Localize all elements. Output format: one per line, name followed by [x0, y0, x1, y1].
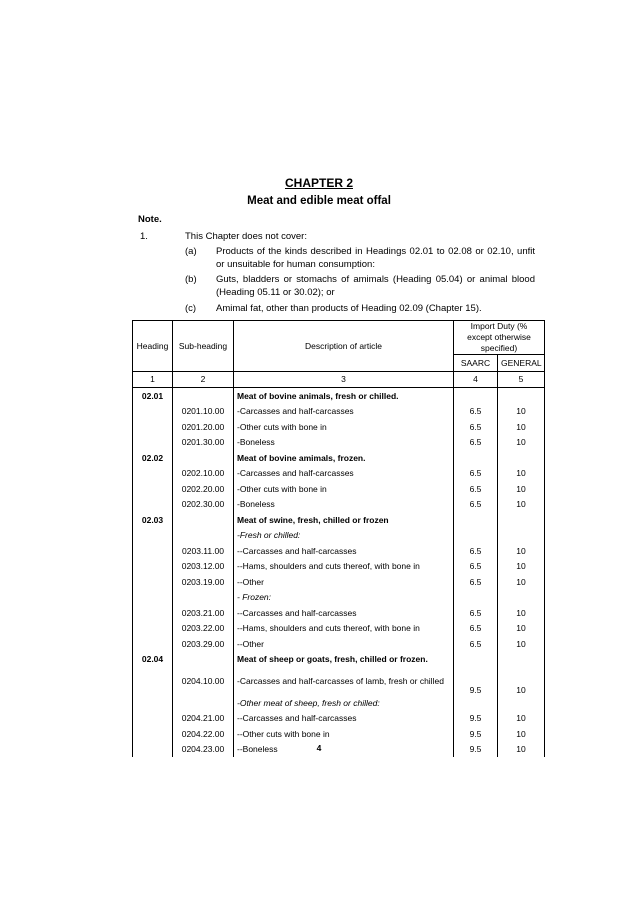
row-description: --Hams, shoulders and cuts thereof, with bone in	[234, 621, 454, 637]
row-description: -Boneless	[234, 435, 454, 451]
table-row	[133, 450, 545, 466]
row-description: -Carcasses and half-carcasses	[234, 404, 454, 420]
row-saarc	[454, 652, 498, 668]
row-saarc: 6.5	[454, 404, 498, 420]
table-row	[133, 695, 545, 711]
page-number: 4	[316, 743, 322, 753]
row-description: - Frozen:	[234, 590, 454, 606]
row-heading: 02.01	[133, 388, 173, 404]
row-heading	[133, 497, 173, 513]
row-subheading: 0204.23.00	[173, 742, 234, 758]
row-saarc	[454, 590, 498, 606]
row-saarc: 9.5	[454, 726, 498, 742]
table-row	[133, 726, 545, 742]
row-general: 10	[498, 419, 545, 435]
table-row	[133, 512, 545, 528]
row-general: 10	[498, 466, 545, 482]
row-heading	[133, 621, 173, 637]
row-description: --Other cuts with bone in	[234, 726, 454, 742]
row-description: --Other	[234, 636, 454, 652]
note-clause-c	[185, 302, 535, 315]
row-description: --Carcasses and half-carcasses	[234, 605, 454, 621]
row-saarc	[454, 512, 498, 528]
row-saarc: 6.5	[454, 481, 498, 497]
row-subheading: 0203.21.00	[173, 605, 234, 621]
table-row	[133, 419, 545, 435]
clause-text: Products of the kinds described in Headings 02.01 to 02.08 or 02.10, unfit or unsuitable for human consumption:	[216, 246, 535, 270]
table-row	[133, 528, 545, 544]
chapter-title: CHAPTER 2	[284, 176, 353, 190]
table-row	[133, 404, 545, 420]
row-heading	[133, 636, 173, 652]
row-saarc: 6.5	[454, 559, 498, 575]
row-saarc: 6.5	[454, 621, 498, 637]
row-saarc: 9.5	[454, 667, 498, 695]
row-general: 10	[498, 404, 545, 420]
row-subheading: 0201.10.00	[173, 404, 234, 420]
row-heading	[133, 466, 173, 482]
row-general: 10	[498, 574, 545, 590]
row-subheading	[173, 590, 234, 606]
row-description: --Carcasses and half-carcasses	[234, 711, 454, 727]
row-heading	[133, 695, 173, 711]
row-general: 10	[498, 481, 545, 497]
table-row	[133, 481, 545, 497]
row-general	[498, 652, 545, 668]
table-row	[133, 590, 545, 606]
row-heading	[133, 481, 173, 497]
row-saarc	[454, 528, 498, 544]
table-row	[133, 711, 545, 727]
col-number: 4	[454, 371, 498, 388]
row-subheading	[173, 388, 234, 404]
table-row	[133, 605, 545, 621]
row-subheading: 0204.21.00	[173, 711, 234, 727]
col-number: 1	[133, 371, 173, 388]
row-subheading: 0201.30.00	[173, 435, 234, 451]
table-row	[133, 621, 545, 637]
row-general: 10	[498, 605, 545, 621]
row-general: 10	[498, 559, 545, 575]
table-row	[133, 466, 545, 482]
row-heading: 02.02	[133, 450, 173, 466]
col-number: 5	[498, 371, 545, 388]
note-number: 1.	[140, 231, 148, 242]
row-general	[498, 450, 545, 466]
row-general	[498, 590, 545, 606]
row-description: --Boneless	[234, 742, 454, 758]
row-general: 10	[498, 543, 545, 559]
note-label: Note.	[138, 214, 162, 225]
row-saarc: 6.5	[454, 497, 498, 513]
row-general	[498, 528, 545, 544]
row-heading	[133, 726, 173, 742]
row-heading	[133, 404, 173, 420]
row-subheading: 0202.10.00	[173, 466, 234, 482]
table-row	[133, 435, 545, 451]
note-intro: This Chapter does not cover:	[185, 231, 307, 242]
row-subheading: 0202.20.00	[173, 481, 234, 497]
row-general: 10	[498, 726, 545, 742]
note-clause-b	[185, 273, 535, 299]
row-heading	[133, 543, 173, 559]
row-description: -Carcasses and half-carcasses	[234, 466, 454, 482]
row-subheading	[173, 652, 234, 668]
row-description: --Carcasses and half-carcasses	[234, 543, 454, 559]
header-general: GENERAL	[498, 355, 545, 372]
row-description: -Carcasses and half-carcasses of lamb, fresh or chilled	[234, 667, 454, 695]
row-general: 10	[498, 711, 545, 727]
chapter-subtitle: Meat and edible meat offal	[247, 195, 391, 207]
row-heading	[133, 435, 173, 451]
row-subheading: 0203.19.00	[173, 574, 234, 590]
row-description: -Other cuts with bone in	[234, 419, 454, 435]
row-general: 10	[498, 497, 545, 513]
header-heading: Heading	[133, 321, 173, 372]
row-heading	[133, 590, 173, 606]
row-subheading	[173, 512, 234, 528]
row-general	[498, 388, 545, 404]
row-subheading: 0203.29.00	[173, 636, 234, 652]
col-number: 3	[234, 371, 454, 388]
row-saarc: 6.5	[454, 435, 498, 451]
row-subheading	[173, 695, 234, 711]
table-row	[133, 652, 545, 668]
row-subheading: 0202.30.00	[173, 497, 234, 513]
row-heading	[133, 419, 173, 435]
row-saarc: 9.5	[454, 711, 498, 727]
clause-text: Amimal fat, other than products of Heading 02.09 (Chapter 15).	[216, 303, 482, 314]
row-general: 10	[498, 742, 545, 758]
row-general: 10	[498, 667, 545, 695]
row-general: 10	[498, 636, 545, 652]
row-heading	[133, 559, 173, 575]
row-saarc	[454, 450, 498, 466]
row-heading	[133, 528, 173, 544]
col-number: 2	[173, 371, 234, 388]
row-general	[498, 512, 545, 528]
row-heading	[133, 574, 173, 590]
row-saarc	[454, 388, 498, 404]
row-description: Meat of sheep or goats, fresh, chilled or frozen.	[234, 652, 454, 668]
row-general: 10	[498, 621, 545, 637]
row-subheading: 0203.22.00	[173, 621, 234, 637]
row-heading: 02.04	[133, 652, 173, 668]
row-subheading: 0201.20.00	[173, 419, 234, 435]
row-saarc: 9.5	[454, 742, 498, 758]
row-saarc: 6.5	[454, 466, 498, 482]
row-saarc: 6.5	[454, 419, 498, 435]
table-row	[133, 388, 545, 404]
row-description: Meat of bovine amimals, frozen.	[234, 450, 454, 466]
row-subheading	[173, 528, 234, 544]
row-description: -Other cuts with bone in	[234, 481, 454, 497]
row-subheading: 0203.12.00	[173, 559, 234, 575]
row-description: Meat of swine, fresh, chilled or frozen	[234, 512, 454, 528]
clause-label: (c)	[185, 303, 197, 314]
row-subheading: 0204.22.00	[173, 726, 234, 742]
clause-label: (a)	[185, 246, 197, 257]
header-import-duty: Import Duty (% except otherwise specified)	[454, 321, 545, 355]
row-description: Meat of bovine animals, fresh or chilled.	[234, 388, 454, 404]
header-saarc: SAARC	[454, 355, 498, 372]
row-saarc: 6.5	[454, 543, 498, 559]
row-subheading: 0203.11.00	[173, 543, 234, 559]
clause-label: (b)	[185, 274, 197, 285]
row-heading	[133, 667, 173, 695]
row-description: -Boneless	[234, 497, 454, 513]
row-saarc: 6.5	[454, 636, 498, 652]
row-subheading	[173, 450, 234, 466]
note-clause-a	[185, 245, 535, 271]
table-row	[133, 667, 545, 695]
table-row	[133, 636, 545, 652]
header-description: Description of article	[234, 321, 454, 372]
table-row	[133, 574, 545, 590]
row-saarc	[454, 695, 498, 711]
row-heading	[133, 711, 173, 727]
tariff-table	[132, 320, 544, 757]
table-row	[133, 543, 545, 559]
row-description: -Fresh or chilled:	[234, 528, 454, 544]
row-description: -Other meat of sheep, fresh or chilled:	[234, 695, 454, 711]
clause-text: Guts, bladders or stomachs of amimals (Heading 05.04) or animal blood (Heading 05.11 or 30.02); or	[216, 274, 535, 298]
header-subheading: Sub-heading	[173, 321, 234, 372]
table-row	[133, 559, 545, 575]
table-row	[133, 497, 545, 513]
row-general	[498, 695, 545, 711]
row-subheading: 0204.10.00	[173, 667, 234, 695]
row-description: --Hams, shoulders and cuts thereof, with bone in	[234, 559, 454, 575]
row-heading: 02.03	[133, 512, 173, 528]
row-saarc: 6.5	[454, 605, 498, 621]
row-heading	[133, 605, 173, 621]
row-description: --Other	[234, 574, 454, 590]
row-general: 10	[498, 435, 545, 451]
row-saarc: 6.5	[454, 574, 498, 590]
